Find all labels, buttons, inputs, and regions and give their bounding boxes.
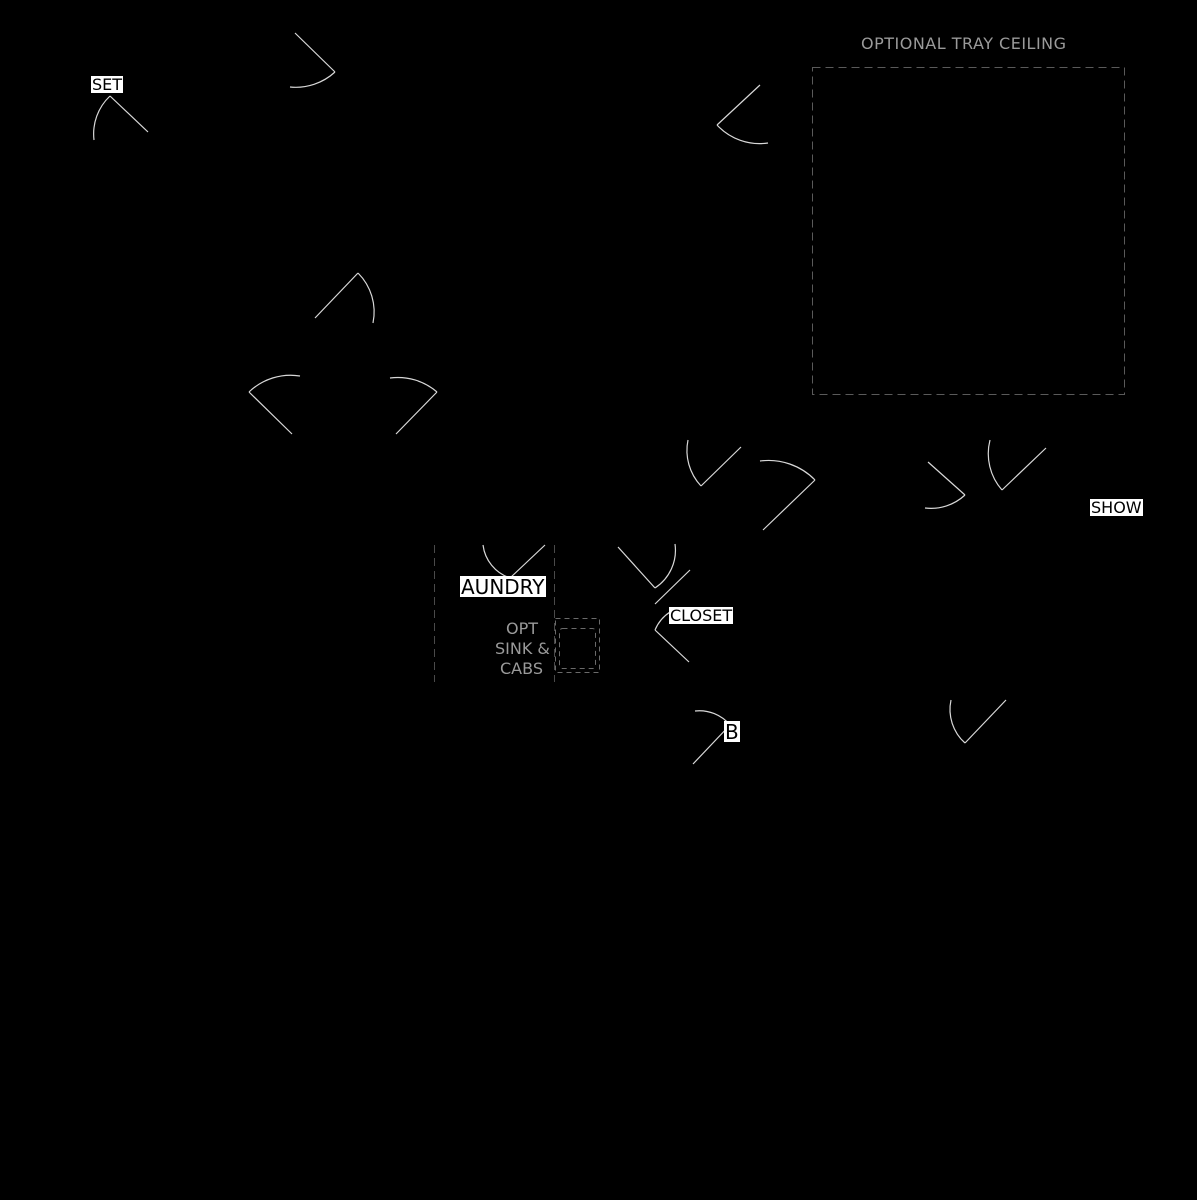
shower-label: SHOW bbox=[1091, 498, 1142, 517]
opt-sink-label-line3: CABS bbox=[500, 659, 543, 678]
closet-top-left-label: SET bbox=[92, 75, 123, 94]
tray-ceiling-label: OPTIONAL TRAY CEILING bbox=[861, 34, 1067, 53]
opt-sink-label-line1: OPT bbox=[506, 619, 539, 638]
laundry-label: AUNDRY bbox=[461, 575, 545, 599]
bath-label: B bbox=[725, 720, 739, 744]
opt-sink-label-line2: SINK & bbox=[495, 639, 550, 658]
closet-label: CLOSET bbox=[670, 606, 733, 625]
